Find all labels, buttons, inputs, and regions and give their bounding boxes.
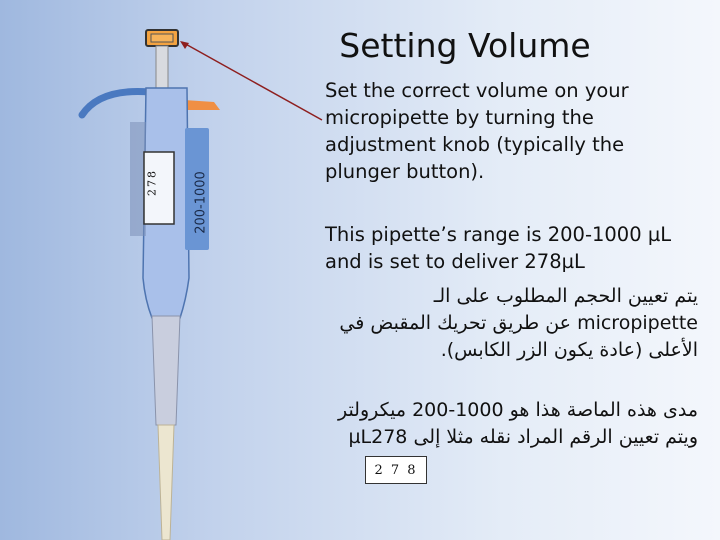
- pipette-tip: [158, 425, 174, 540]
- slide-title: Setting Volume: [339, 26, 591, 65]
- range-label: 200-1000: [193, 171, 209, 234]
- range-paragraph: This pipette’s range is 200-1000 µL and is set to deliver 278µL: [325, 223, 672, 273]
- finger-hook: [82, 91, 150, 115]
- volume-readout-box: 2 7 8: [365, 456, 427, 484]
- arabic-range-paragraph: مدى هذه الماصة هذا هو 1000-200 ميكرولتر ويتم تعيين الرقم المراد نقله مثلا إلى µL278: [337, 399, 698, 448]
- pipette-shaft: [152, 316, 180, 425]
- instruction-paragraph: Set the correct volume on your micropipette by turning the adjustment knob (typically the plunger button).: [325, 79, 629, 183]
- volume-window-readout: 278: [145, 169, 159, 196]
- arabic-instruction-paragraph: يتم تعيين الحجم المطلوب على الـ micropipette عن طريق تحريك المقبض في الأعلى (عادة يكون الزر الكابس).: [339, 285, 698, 361]
- plunger-rod: [156, 46, 168, 92]
- tip-ejector-button: [184, 100, 220, 110]
